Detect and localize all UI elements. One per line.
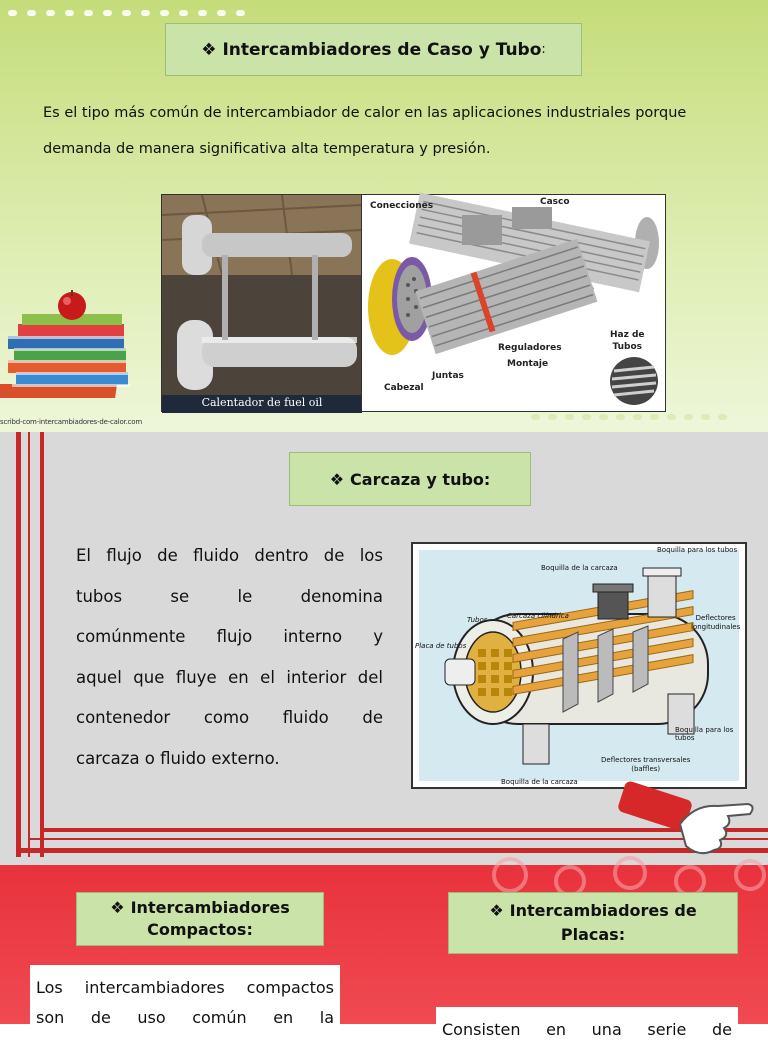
paragraph-line: contenedor como fluido de bbox=[76, 708, 383, 727]
title-compactos bbox=[76, 892, 324, 946]
paragraph-line: tubos se le denomina bbox=[76, 586, 383, 606]
compactos-text-box bbox=[30, 965, 340, 1035]
label-line: Deflectores bbox=[695, 614, 736, 622]
intro-paragraph bbox=[43, 95, 743, 167]
paragraph-line: son de uso común en la bbox=[36, 1008, 334, 1027]
title-line: Placas: bbox=[560, 925, 626, 944]
label-carcaza-cilindrica: Carcaza cilíndrica bbox=[507, 612, 569, 620]
title-colon: : bbox=[541, 42, 546, 57]
label-line: Deflectores transversales bbox=[601, 756, 691, 764]
section-title-carcaza bbox=[289, 452, 531, 506]
title-line: Intercambiadores de bbox=[509, 901, 697, 920]
section-shell-and-tube bbox=[0, 0, 768, 432]
books-apple-illustration bbox=[4, 292, 144, 412]
label-line: longitudinales bbox=[691, 623, 741, 631]
title-placas bbox=[448, 892, 738, 954]
section-compactos-placas bbox=[0, 865, 768, 1039]
source-url: scribd-com-intercambiadores-de-calor.com bbox=[0, 418, 142, 426]
label-haz-line2: Tubos bbox=[612, 342, 643, 352]
diamond-bullet-icon: ❖ bbox=[329, 469, 345, 489]
label-boquilla-tubos-top: Boquilla para los tubos bbox=[657, 546, 738, 554]
section-title-shell-tube bbox=[165, 23, 582, 76]
decorative-dots-bottom bbox=[531, 414, 727, 420]
label-deflectores-transversales bbox=[601, 756, 690, 774]
diamond-bullet-icon: ❖ bbox=[201, 39, 217, 60]
section-title-text: Intercambiadores de Caso y Tubo bbox=[222, 39, 542, 60]
frame-line bbox=[16, 432, 21, 857]
label-juntas: Juntas bbox=[432, 371, 464, 381]
label-casco: Casco bbox=[540, 197, 570, 207]
carcaza-paragraph bbox=[76, 536, 383, 779]
section-title-text: Carcaza y tubo: bbox=[350, 469, 491, 489]
intro-line-2: demanda de manera significativa alta temperatura y presión. bbox=[43, 141, 491, 157]
title-line: Compactos: bbox=[147, 920, 253, 939]
label-haz-line1: Haz de bbox=[610, 330, 645, 340]
frame-line bbox=[40, 432, 44, 857]
label-placa-tubos: Placa de tubos bbox=[415, 642, 467, 650]
paragraph-line: carcaza o fluido externo. bbox=[76, 748, 280, 768]
photo-caption: Calentador de fuel oil bbox=[201, 396, 323, 409]
label-reguladores: Reguladores bbox=[498, 343, 562, 353]
diamond-bullet-icon: ❖ bbox=[110, 898, 125, 917]
placas-text-box bbox=[436, 1007, 738, 1047]
label-haz-tubos bbox=[610, 329, 645, 353]
label-cabezal: Cabezal bbox=[384, 383, 424, 393]
label-boquilla-carcaza-bottom: Boquilla de la carcaza bbox=[501, 778, 578, 786]
label-boquilla-tubos-right: Boquilla para los tubos bbox=[675, 726, 734, 742]
diamond-bullet-icon: ❖ bbox=[489, 901, 504, 920]
carcaza-cutaway-diagram bbox=[411, 542, 747, 789]
label-line: (baffles) bbox=[631, 765, 661, 773]
paragraph-line: Consisten en una serie de bbox=[442, 1020, 732, 1039]
section-carcaza-tubo bbox=[0, 432, 768, 865]
label-tubos: Tubos bbox=[467, 616, 488, 624]
frame-line bbox=[28, 432, 30, 857]
label-montaje: Montaje bbox=[507, 359, 549, 369]
title-line: Intercambiadores bbox=[130, 898, 290, 917]
decorative-dots-top bbox=[8, 10, 245, 16]
label-deflectores-longitudinales bbox=[691, 614, 740, 632]
intro-line-1: Es el tipo más común de intercambiador de calor en las aplicaciones industriales porque bbox=[43, 105, 687, 121]
shell-tube-cutaway-diagram bbox=[361, 194, 666, 412]
paragraph-line: comúnmente flujo interno y bbox=[76, 627, 383, 646]
label-boquilla-carcaza-top: Boquilla de la carcaza bbox=[541, 564, 618, 572]
paragraph-line: aquel que fluye en el interior del bbox=[76, 667, 383, 687]
paragraph-line: El flujo de fluido dentro de los bbox=[76, 546, 383, 565]
paragraph-line: Los intercambiadores compactos bbox=[36, 978, 334, 997]
label-conexiones: Conecciones bbox=[370, 201, 434, 211]
fuel-oil-heater-photo bbox=[161, 194, 361, 412]
pointing-hand-icon bbox=[620, 784, 768, 864]
